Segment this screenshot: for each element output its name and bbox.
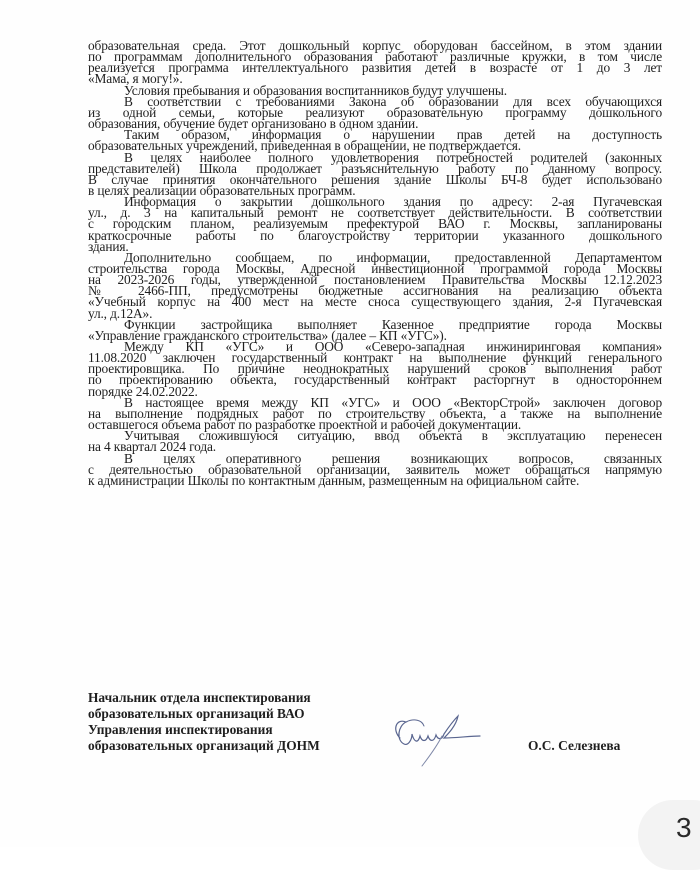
paragraph-line: с городским планом, реализуемым префектурой ВАО г. Москвы, запланированы [88,216,662,231]
paragraph-line: образовательная среда. Этот дошкольный корпус оборудован бассейном, в этом здании [88,38,662,53]
signatory-title-line: образовательных организаций ДОНМ [88,738,320,753]
paragraph-line: здания. [88,239,129,254]
paragraph-line: 11.08.2020 заключен государственный контракт на выполнение функций генерального [88,350,662,365]
paragraph-line: В целях наиболее полного удовлетворения потребностей родителей (законных [124,150,662,165]
paragraph-line: по проектированию объекта, государственный контракт расторгнут в одностороннем [88,372,662,387]
paragraph-line: Между КП «УГС» и ООО «Северо-западная инжиниринговая компания» [124,339,662,354]
paragraph-line: № 2466-ПП, предусмотрены бюджетные ассигнования на реализацию объекта [88,283,662,298]
paragraph-line: В случае принятия окончательного решения здание Школы БЧ-8 будет использовано [88,172,662,187]
paragraph-line: порядке 24.02.2022. [88,384,198,399]
paragraph-line: краткосрочные работы по благоустройству территории указанного дошкольного [88,228,662,243]
paragraph-line: Таким образом, информация о нарушении прав детей на доступность [124,127,662,142]
paragraph-line: в целях реализации образовательных программ. [88,183,356,198]
paragraph-line: строительства города Москвы, Адресной инвестиционной программой города Москвы [88,261,662,276]
paragraph-line: оставшегося объема работ по разработке проектной и рабочей документации. [88,417,522,432]
signatory-title-line: образовательных организаций ВАО [88,706,305,721]
paragraph-line: реализуется программа интеллектуального развития детей в возрасте от 1 до 3 лет [88,60,662,75]
paragraph-line: В настоящее время между КП «УГС» и ООО «ВекторСтрой» заключен договор [124,395,662,410]
paragraph-line: «Управление гражданского строительства» (далее – КП «УГС»). [88,328,447,343]
paragraph-line: В целях оперативного решения возникающих вопросов, связанных [124,451,662,466]
paragraph-line: «Мама, я могу!». [88,71,183,86]
paragraph-line: из одной семьи, которые реализуют образовательную программу дошкольного [88,105,662,120]
paragraph-line: по программам дополнительного образования работают различные кружки, в том числе [88,49,662,64]
paragraph-line: Условия пребывания и образования воспитанников будут улучшены. [124,83,507,98]
paragraph-line: Функции застройщика выполняет Казенное предприятие города Москвы [124,317,662,332]
paragraph-line: Дополнительно сообщаем, по информации, предоставленной Департаментом [124,250,662,265]
signatory-title-line: Начальник отдела инспектирования [88,690,311,705]
paragraph-line: Учитывая сложившуюся ситуацию, ввод объекта в эксплуатацию перенесен [124,428,662,443]
handwritten-signature [378,700,488,770]
paragraph-line: образовательных учреждений, приведенная в обращении, не подтверждается. [88,138,521,153]
paragraph-line: на 2023-2026 годы, утвержденной постановлением Правительства Москвы 12.12.2023 [88,272,662,287]
paragraph-line: с деятельностью образовательной организации, заявитель может обращаться напрямую [88,462,662,477]
signatory-name: О.С. Селезнева [528,738,621,753]
page-number: 3 [676,812,692,843]
paragraph-line: ул., д.12А». [88,306,153,321]
paragraph-line: Информация о закрытии дошкольного здания по адресу: 2-ая Пугачевская [124,194,662,209]
paragraph-line: образования, обучение будет организовано в одном здании. [88,116,419,131]
paragraph-line: «Учебный корпус на 400 мест на месте сноса существующего здания, 2-я Пугачевская [88,294,662,309]
paragraph-line: к администрации Школы по контактным данным, размещенным на официальном сайте. [88,473,580,488]
paragraph-line: представителей) Школа продолжает разъяснительную работу по данному вопросу. [88,161,662,176]
paragraph-line: В соответствии с требованиями Закона об образовании для всех обучающихся [124,94,662,109]
signatory-title-line: Управления инспектирования [88,722,273,737]
paragraph-line: на 4 квартал 2024 года. [88,439,216,454]
paragraph-line: ул., д. 3 на капитальный ремонт не соответствует действительности. В соответствии [88,205,662,220]
paragraph-line: на выполнение подрядных работ по строительству объекта, а также на выполнение [88,406,662,421]
paragraph-line: проектировщика. По причине неоднократных нарушений сроков выполнения работ [88,361,662,376]
